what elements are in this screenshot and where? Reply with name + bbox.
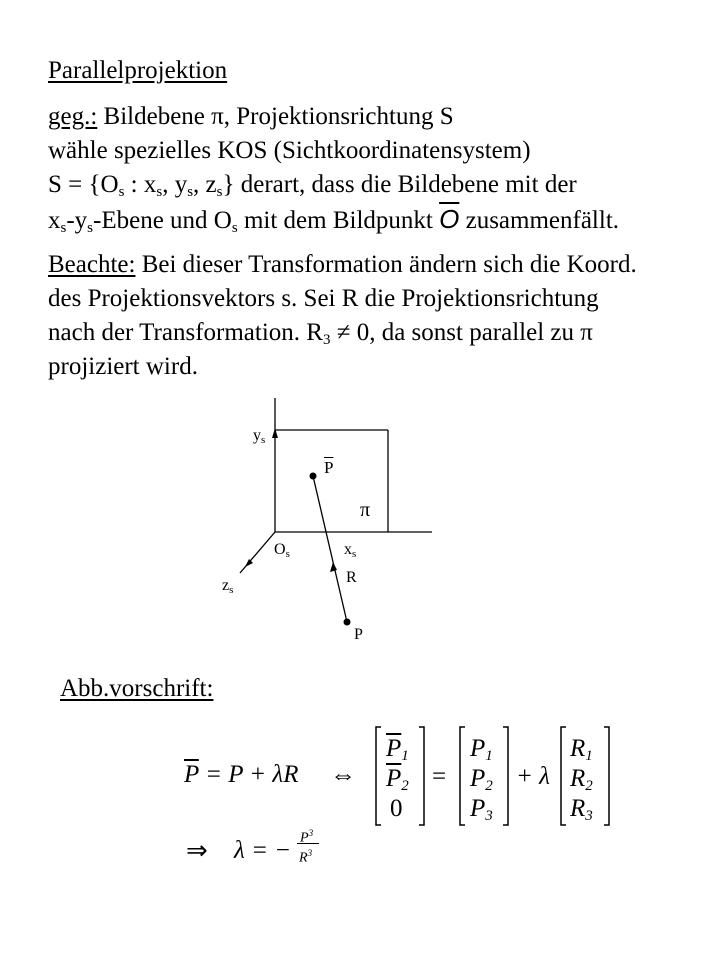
bracket-1-left [376, 727, 381, 825]
lambda-eq: λ = − [234, 837, 292, 864]
zs-label: $z_s$ [222, 577, 234, 596]
vec-lhs-3: 0 [390, 795, 403, 822]
page-title: Parallelprojektion [48, 57, 228, 84]
formula-eq: = P + λR [198, 761, 299, 788]
formula-eq2: = [432, 763, 447, 790]
implies-symbol: ⇒ [186, 836, 208, 865]
plane-text-5: zusammenfällt. [459, 207, 620, 234]
set-sub-3: s [187, 184, 194, 200]
plane-text-2: -y [66, 207, 88, 234]
set-text-4: , z [193, 171, 217, 198]
fraction-bar [297, 843, 319, 844]
xs-label: $x_s$ [344, 541, 357, 560]
obar-symbol: $\overline{O}$ [439, 204, 460, 234]
pi-label: π [360, 499, 371, 521]
vec-p-3: $P_3$ [470, 795, 493, 824]
note-line-4: projiziert wird. [48, 353, 198, 380]
vec-r-2: $R_2$ [570, 765, 593, 794]
note-line-2: des Projektionsvektors s. Sei R die Projektionsrichtung [48, 285, 599, 312]
formula-plus-lambda: + λ [516, 763, 550, 790]
set-text-1: S = {O [48, 171, 119, 198]
pbar-label: $\overline{P}$ [324, 458, 334, 477]
note-text-3a: nach der Transformation. R [48, 319, 323, 346]
given-text: Bildebene π, Projektionsrichtung S [97, 103, 454, 130]
vec-r-3: $R_3$ [570, 795, 593, 824]
note-sub-3: 3 [322, 332, 331, 348]
vec-lhs-1: $\overline{P}_1$ [386, 735, 409, 764]
os-label: $O_s$ [274, 541, 290, 560]
plane-sub-1: s [60, 220, 67, 236]
vec-lhs-2: $\overline{P}_2$ [386, 765, 409, 794]
ys-label: $y_s$ [253, 427, 266, 446]
set-text-2: : x [124, 171, 157, 198]
plane-text-1: x [48, 207, 61, 234]
plane-text-3: -Ebene und O [93, 207, 232, 234]
set-sub-1: s [118, 184, 125, 200]
set-sub-4: s [216, 184, 223, 200]
vec-p-1: $P_1$ [470, 735, 493, 764]
bracket-2-left [460, 727, 465, 825]
vec-r-1: $R_1$ [570, 735, 593, 764]
r-label: R [346, 569, 357, 586]
p-label: P [354, 626, 363, 643]
iff-symbol: ⇔ [330, 760, 356, 789]
set-text-5: } derart, dass die Bildebene mit der [222, 171, 577, 198]
note-label: Beachte: [48, 251, 136, 278]
fraction-denominator: $R^3$ [299, 848, 313, 866]
plane-sub-2: s [87, 220, 94, 236]
note-text-3b: ≠ 0, da sonst parallel zu π [330, 319, 593, 346]
bracket-3-right [604, 727, 609, 825]
fraction-numerator: $P^3$ [300, 828, 314, 846]
note-text-1: Bei dieser Transformation ändern sich die Koord. [135, 251, 637, 278]
bracket-1-right [419, 727, 424, 825]
plane-text-4: mit dem Bildpunkt [237, 207, 440, 234]
set-sub-2: s [156, 184, 163, 200]
choose-line: wähle spezielles KOS (Sichtkoordinatensystem) [48, 137, 531, 164]
rule-label: Abb.vorschrift: [60, 675, 214, 702]
given-label: geg.: [48, 103, 98, 130]
plane-sub-3: s [231, 220, 238, 236]
bracket-3-left [561, 727, 566, 825]
bracket-2-right [503, 727, 508, 825]
set-text-3: , y [162, 171, 188, 198]
formula-pbar: $\overline{P}$ [184, 761, 199, 788]
vec-p-2: $P_2$ [470, 765, 493, 794]
